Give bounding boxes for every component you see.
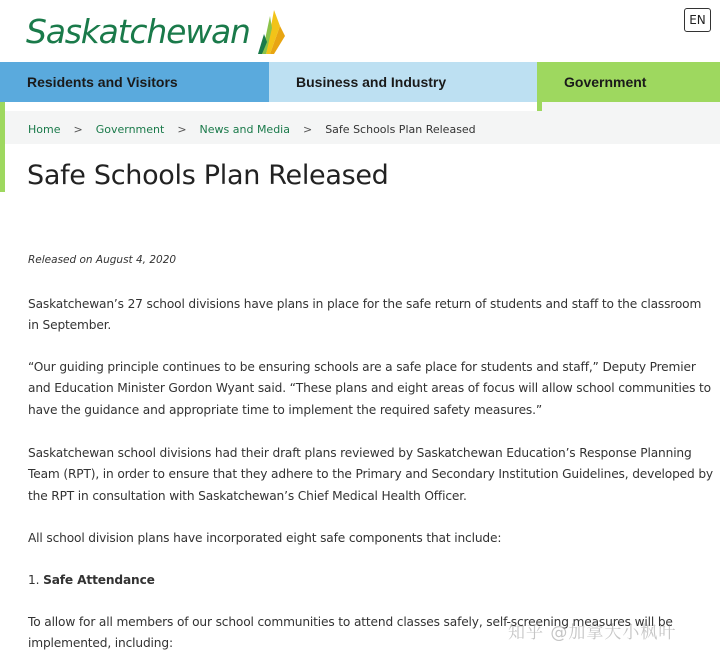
breadcrumb-separator-icon: >: [177, 123, 187, 136]
breadcrumb-separator-icon: >: [302, 123, 313, 136]
nav-active-indicator-inner: [542, 102, 720, 111]
breadcrumb-current: Safe Schools Plan Released: [325, 123, 476, 136]
breadcrumb-news-link[interactable]: News and Media: [199, 123, 290, 136]
nav-business-and-industry[interactable]: Business and Industry: [269, 62, 537, 102]
breadcrumb-separator-icon: >: [73, 123, 83, 136]
breadcrumb-home-link[interactable]: Home: [28, 123, 61, 136]
site-header: [0, 0, 720, 62]
article-paragraph-4: All school division plans have incorporated eight safe components that include:: [28, 531, 502, 545]
logo-text: Saskatchewan: [26, 11, 250, 51]
article-paragraph-3: Saskatchewan school divisions had their draft plans reviewed by Saskatchewan Education’s Response Planning Team (RPT), in order to ensure that they adhere to the Primary and Secondary Institution Guidelines, developed by the RPT in consultation with Saskatchewan’s Chief Medical Health Officer.: [28, 446, 713, 503]
list-item-text: To allow for all members of our school communities to attend classes safely, self-screening measures will be implemented, including:: [28, 615, 673, 651]
saskatchewan-logo[interactable]: [26, 6, 286, 56]
main-nav: [0, 62, 720, 102]
language-toggle-button[interactable]: EN: [684, 8, 711, 32]
breadcrumb: [28, 123, 476, 136]
list-item-number: 1.: [28, 573, 40, 587]
article-paragraph-1: Saskatchewan’s 27 school divisions have plans in place for the safe return of students and staff to the classroom in September.: [28, 297, 702, 333]
list-item-title: Safe Attendance: [43, 573, 155, 587]
article-paragraph-2: “Our guiding principle continues to be ensuring schools are a safe place for students and staff,” Deputy Premier and Education Minister Gordon Wyant said. “These plans and eight areas of focus will allow school communities to have the guidance and appropriate time to implement the required safety measures.”: [28, 360, 711, 417]
nav-residents-and-visitors[interactable]: Residents and Visitors: [0, 62, 269, 102]
breadcrumb-government-link[interactable]: Government: [95, 123, 165, 136]
release-date: Released on August 4, 2020: [28, 254, 177, 266]
section-accent-bar: [0, 102, 5, 192]
page-title: Safe Schools Plan Released: [27, 160, 389, 191]
nav-government[interactable]: Government: [537, 62, 720, 102]
wheat-logo-icon: [252, 6, 286, 56]
watermark: 知乎 @加拿大小枫叶: [508, 623, 677, 643]
list-item-heading: [28, 570, 714, 591]
